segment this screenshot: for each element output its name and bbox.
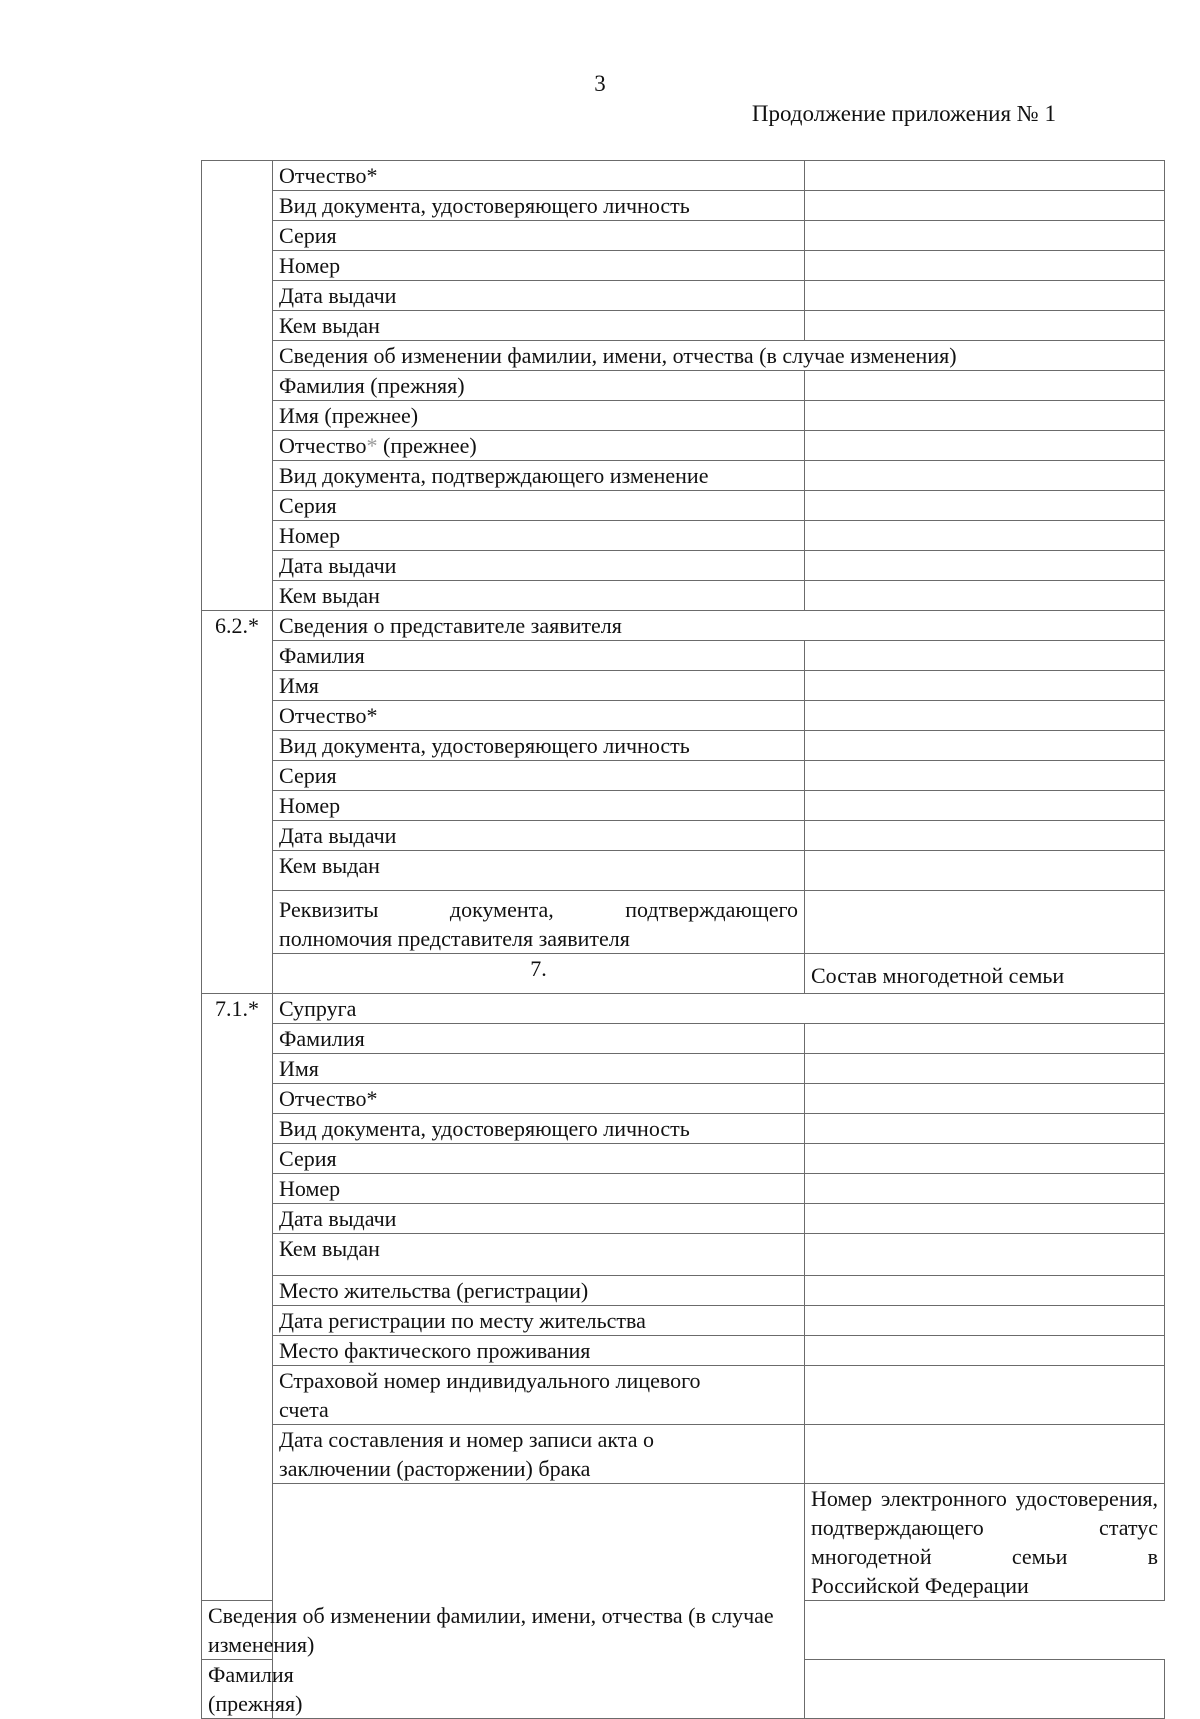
table-row	[202, 1084, 1165, 1114]
field-label-line: Реквизиты документа, подтверждающего	[279, 897, 798, 922]
field-value-cell[interactable]	[805, 1306, 1165, 1336]
field-label-line: подтверждающего статус многодетной семьи в	[811, 1515, 1158, 1569]
field-label: Серия	[273, 221, 805, 251]
field-label: Серия	[273, 1144, 805, 1174]
field-label: Вид документа, удостоверяющего личность	[273, 1114, 805, 1144]
table-row	[202, 1336, 1165, 1366]
table-row	[202, 1366, 1165, 1425]
field-value-cell[interactable]	[805, 641, 1165, 671]
field-label: Имя	[273, 1054, 805, 1084]
table-row	[202, 761, 1165, 791]
field-value-cell[interactable]	[805, 671, 1165, 701]
field-value-cell[interactable]	[805, 551, 1165, 581]
section-number-cell: 7.	[273, 954, 805, 994]
field-label: Серия	[273, 761, 805, 791]
field-value-cell[interactable]	[805, 1336, 1165, 1366]
field-label: Дата выдачи	[273, 821, 805, 851]
field-label: Кем выдан	[273, 581, 805, 611]
table-row	[202, 851, 1165, 891]
field-value-cell[interactable]	[805, 311, 1165, 341]
asterisk-mark: *	[366, 433, 378, 458]
field-value-cell[interactable]	[805, 491, 1165, 521]
field-label-line: Страховой номер индивидуального лицевого	[279, 1368, 701, 1393]
field-label: Имя	[273, 671, 805, 701]
field-label: Фамилия	[273, 1024, 805, 1054]
section-number-cell: 6.2.*	[202, 611, 273, 994]
field-label-line: счета	[279, 1397, 329, 1422]
field-value-cell[interactable]	[805, 1425, 1165, 1484]
table-row	[202, 671, 1165, 701]
field-label	[805, 1484, 1165, 1601]
table-row	[202, 701, 1165, 731]
field-label-line: заключении (расторжении) брака	[279, 1456, 591, 1481]
field-value-cell[interactable]	[805, 1144, 1165, 1174]
table-row	[202, 891, 1165, 954]
field-value-cell[interactable]	[805, 1204, 1165, 1234]
application-form-table	[201, 160, 1165, 1719]
field-value-cell[interactable]	[805, 401, 1165, 431]
field-value-cell[interactable]	[805, 1114, 1165, 1144]
field-label-line: Номер электронного удостоверения,	[811, 1486, 1158, 1511]
field-label	[273, 1366, 805, 1425]
table-row	[202, 491, 1165, 521]
field-label: Номер	[273, 1174, 805, 1204]
table-row	[202, 521, 1165, 551]
field-label: Отчество*	[273, 1084, 805, 1114]
field-label: Вид документа, подтверждающего изменение	[273, 461, 805, 491]
table-row	[202, 821, 1165, 851]
section-header: Супруга	[273, 994, 1165, 1024]
field-value-cell[interactable]	[805, 461, 1165, 491]
table-row	[202, 551, 1165, 581]
table-row	[202, 581, 1165, 611]
table-row	[202, 341, 1165, 371]
table-row	[202, 954, 1165, 994]
field-value-cell[interactable]	[805, 1366, 1165, 1425]
field-label-line: Российской Федерации	[811, 1573, 1029, 1598]
field-value-cell[interactable]	[805, 371, 1165, 401]
section-header: Сведения о представителе заявителя	[273, 611, 1165, 641]
field-label: Дата регистрации по месту жительства	[273, 1306, 805, 1336]
field-label: Номер	[273, 521, 805, 551]
table-row	[202, 371, 1165, 401]
field-label	[273, 1425, 805, 1484]
field-value-cell[interactable]	[805, 281, 1165, 311]
field-label-text: Отчество	[279, 433, 367, 458]
field-label: Номер	[273, 791, 805, 821]
table-row	[202, 161, 1165, 191]
field-label: Кем выдан	[273, 851, 805, 891]
table-row	[202, 1306, 1165, 1336]
field-label: Серия	[273, 491, 805, 521]
field-label: Имя (прежнее)	[273, 401, 805, 431]
subsection-header: Сведения об изменении фамилии, имени, отчества (в случае изменения)	[202, 1601, 805, 1660]
table-row	[202, 1276, 1165, 1306]
field-value-cell[interactable]	[805, 521, 1165, 551]
field-value-cell[interactable]	[805, 1660, 1165, 1719]
field-label-line: полномочия представителя заявителя	[279, 926, 630, 951]
field-label	[273, 431, 805, 461]
table-row	[202, 1174, 1165, 1204]
field-label: Кем выдан	[273, 311, 805, 341]
table-row	[202, 221, 1165, 251]
table-row	[202, 1601, 1165, 1660]
table-row	[202, 281, 1165, 311]
table-row	[202, 1114, 1165, 1144]
field-label	[273, 891, 805, 954]
field-value-cell[interactable]	[805, 431, 1165, 461]
table-row	[202, 1054, 1165, 1084]
table-row	[202, 401, 1165, 431]
field-value-cell[interactable]	[805, 581, 1165, 611]
field-value-cell[interactable]	[805, 221, 1165, 251]
table-row	[202, 994, 1165, 1024]
field-value-cell[interactable]	[805, 1054, 1165, 1084]
field-label: Отчество*	[273, 701, 805, 731]
table-row	[202, 791, 1165, 821]
field-label: Место фактического проживания	[273, 1336, 805, 1366]
field-label: Номер	[273, 251, 805, 281]
table-row	[202, 1234, 1165, 1276]
field-value-cell[interactable]	[805, 821, 1165, 851]
section-header: Состав многодетной семьи	[805, 954, 1165, 994]
field-value-cell[interactable]	[805, 251, 1165, 281]
field-label: Фамилия (прежняя)	[273, 371, 805, 401]
field-label: Фамилия	[273, 641, 805, 671]
table-row	[202, 1024, 1165, 1054]
field-label: Вид документа, удостоверяющего личность	[273, 191, 805, 221]
table-row	[202, 1144, 1165, 1174]
table-row	[202, 431, 1165, 461]
field-label-line: Дата составления и номер записи акта о	[279, 1427, 654, 1452]
field-label: Вид документа, удостоверяющего личность	[273, 731, 805, 761]
field-label-text: (прежнее)	[377, 433, 477, 458]
field-value-cell[interactable]	[805, 701, 1165, 731]
table-row	[202, 611, 1165, 641]
field-label: Кем выдан	[273, 1234, 805, 1276]
field-value-cell[interactable]	[805, 161, 1165, 191]
field-value-cell[interactable]	[805, 851, 1165, 891]
table-row	[202, 251, 1165, 281]
field-value-cell[interactable]	[805, 891, 1165, 954]
subsection-header: Сведения об изменении фамилии, имени, отчества (в случае изменения)	[273, 341, 1165, 371]
table-row	[202, 461, 1165, 491]
field-value-cell[interactable]	[805, 731, 1165, 761]
table-row	[202, 1484, 1165, 1601]
appendix-continuation-label: Продолжение приложения № 1	[751, 101, 1056, 126]
table-row	[202, 1204, 1165, 1234]
field-value-cell[interactable]	[805, 191, 1165, 221]
field-value-cell[interactable]	[805, 791, 1165, 821]
field-label: Отчество*	[273, 161, 805, 191]
field-label: Дата выдачи	[273, 1204, 805, 1234]
field-label: Фамилия (прежняя)	[202, 1660, 273, 1719]
field-label: Дата выдачи	[273, 551, 805, 581]
table-row	[202, 311, 1165, 341]
field-label: Дата выдачи	[273, 281, 805, 311]
table-row	[202, 731, 1165, 761]
page-number: 3	[594, 71, 606, 96]
field-label: Место жительства (регистрации)	[273, 1276, 805, 1306]
table-row	[202, 1425, 1165, 1484]
field-value-cell[interactable]	[805, 1024, 1165, 1054]
field-value-cell[interactable]	[805, 1084, 1165, 1114]
section-number-cell: 7.1.*	[202, 994, 273, 1601]
field-value-cell[interactable]	[805, 1174, 1165, 1204]
field-value-cell[interactable]	[805, 1234, 1165, 1276]
field-value-cell[interactable]	[805, 1276, 1165, 1306]
table-row	[202, 641, 1165, 671]
section-number-cell	[202, 161, 273, 611]
field-value-cell[interactable]	[805, 761, 1165, 791]
table-row	[202, 191, 1165, 221]
